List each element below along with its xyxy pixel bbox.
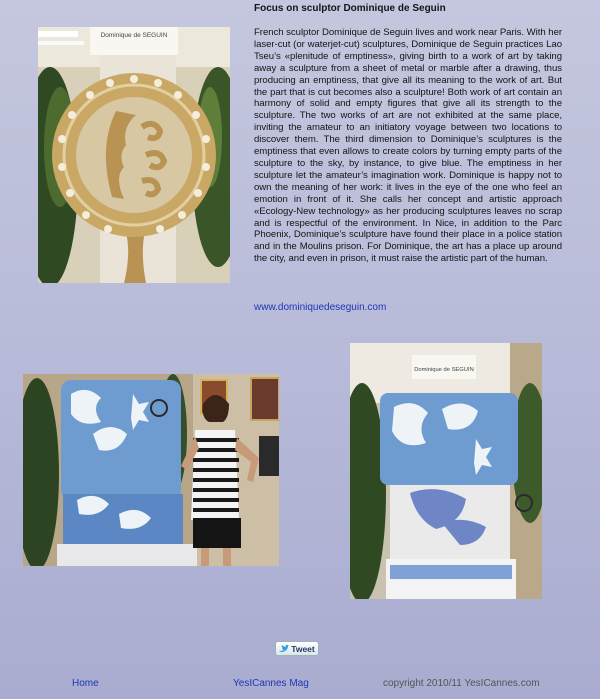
footer bbox=[0, 678, 600, 694]
tweet-button[interactable] bbox=[275, 641, 319, 656]
article-body: French sculptor Dominique de Seguin lives and work near Paris. With her laser-cut (or waterjet-cut) sculptures, Dominique de Seguin practices Lao Tseu’s «plenitude of emptiness», giving birth to a work of art by taking away a sculpture from a sheet of metal or marble after a drawing, thus producing an emptiness, that give all its meaning to the work of art. But the part that is cut becomes also a sculpture! Both work of art contain an harmony of solid and empty figures that give all its strength to the sculpture. The two works of art are not exhibited at the same place, inviting the amateur to an initiatory voyage between two locations to discover them. The third dimension to Dominique’s sculptures is the emptiness that even allows to create colors by turning empty parts of the sculpture to the sky, by instance, to give blue. The emptiness in her sculpture let the amateur’s imagination work. Dominique is happy not to own the meaning of her work: it lives in the eye of the one who feel an emotion in front of it. She calls her concept and artistic approach «Ecology-New technology» as her producing sculptures leaves no scrap and is respectful of the environment. In Nice, in addition to the Parc Phoenix, Dominique’s sculpture have found their place in a police station and in the Moulins prison. For Dominique, the art has a place up around the city, and even in prison, it must raise the artistic part of the human. bbox=[254, 27, 562, 265]
artist-website-link[interactable]: www.dominiquedeseguin.com bbox=[254, 302, 387, 313]
twitter-bird-icon bbox=[279, 645, 289, 653]
sculpture-photo-artist bbox=[23, 374, 279, 566]
footer-mag-link[interactable]: YesICannes Mag bbox=[233, 678, 309, 689]
article bbox=[254, 2, 562, 265]
footer-home-link[interactable]: Home bbox=[72, 678, 99, 689]
top-photo-sign: Dominique de SEGUIN bbox=[100, 32, 168, 39]
sculpture-photo-blue bbox=[350, 343, 542, 599]
right-photo-sign: Dominique de SEGUIN bbox=[414, 367, 474, 373]
sculpture-photo-gold bbox=[38, 27, 230, 283]
article-title: Focus on sculptor Dominique de Seguin bbox=[254, 3, 446, 14]
footer-copyright: copyright 2010/11 YesICannes.com bbox=[383, 678, 540, 689]
tweet-label: Tweet bbox=[291, 643, 315, 654]
